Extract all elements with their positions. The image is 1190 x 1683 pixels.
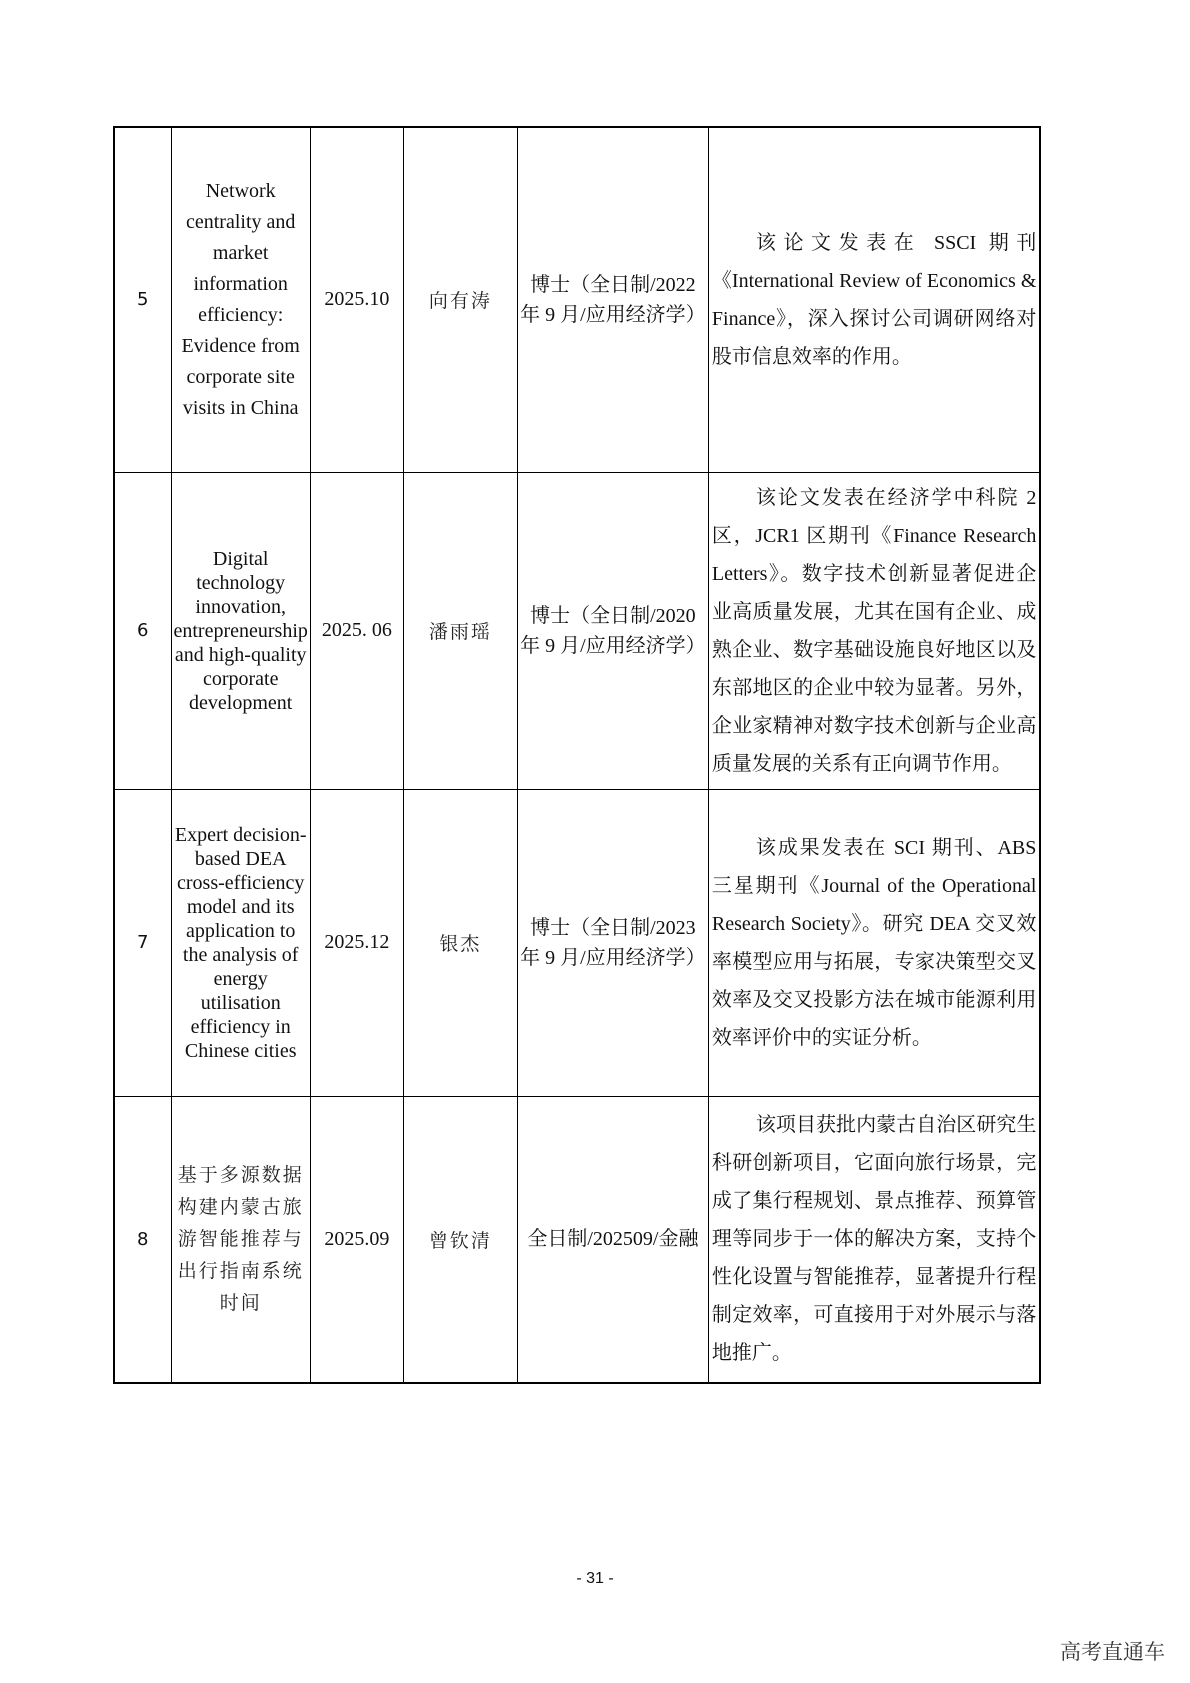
row-number: 5 <box>114 127 171 472</box>
author-name: 银杰 <box>403 789 517 1096</box>
date: 2025.12 <box>310 789 403 1096</box>
author-name: 潘雨瑶 <box>403 472 517 789</box>
date: 2025.10 <box>310 127 403 472</box>
row-number: 6 <box>114 472 171 789</box>
table-row <box>114 1096 1040 1383</box>
page-number: - 31 - <box>576 1570 614 1587</box>
education: 全日制/202509/金融 <box>517 1096 708 1383</box>
table-row <box>114 127 1040 472</box>
row-number: 8 <box>114 1096 171 1383</box>
description: 该成果发表在 SCI 期刊、ABS 三星期刊《Journal of the Operational Research Society》。研究 DEA 交叉效率模型应用与拓展，专家决策型交叉效率及交叉投影方法在城市能源利用效率评价中的实证分析。 <box>708 789 1040 1096</box>
project-title: Digital technology innovation, entrepreneurship and high-quality corporate development <box>171 472 310 789</box>
project-title: Network centrality and market information efficiency: Evidence from corporate site visits in China <box>171 127 310 472</box>
description: 该论文发表在经济学中科院 2 区，JCR1 区期刊《Finance Research Letters》。数字技术创新显著促进企业高质量发展，尤其在国有企业、成熟企业、数字基础设施良好地区以及东部地区的企业中较为显著。另外，企业家精神对数字技术创新与企业高质量发展的关系有正向调节作用。 <box>708 472 1040 789</box>
watermark-text: 高考直通车 <box>1060 1640 1165 1664</box>
records-table <box>113 126 1041 1384</box>
date: 2025. 06 <box>310 472 403 789</box>
date: 2025.09 <box>310 1096 403 1383</box>
education: 博士（全日制/2022 年 9 月/应用经济学） <box>517 127 708 472</box>
author-name: 向有涛 <box>403 127 517 472</box>
description: 该项目获批内蒙古自治区研究生科研创新项目，它面向旅行场景，完成了集行程规划、景点推荐、预算管理等同步于一体的解决方案，支持个性化设置与智能推荐，显著提升行程制定效率，可直接用于对外展示与落地推广。 <box>708 1096 1040 1383</box>
education: 博士（全日制/2020 年 9 月/应用经济学） <box>517 472 708 789</box>
table-row <box>114 789 1040 1096</box>
author-name: 曾钦清 <box>403 1096 517 1383</box>
project-title: Expert decision-based DEA cross-efficiency model and its application to the analysis of energy utilisation efficiency in Chinese cities <box>171 789 310 1096</box>
table-row <box>114 472 1040 789</box>
education: 博士（全日制/2023 年 9 月/应用经济学） <box>517 789 708 1096</box>
project-title: 基于多源数据构建内蒙古旅游智能推荐与出行指南系统时间 <box>171 1096 310 1383</box>
description: 该论文发表在 SSCI 期刊《International Review of Economics & Finance》，深入探讨公司调研网络对股市信息效率的作用。 <box>708 127 1040 472</box>
row-number: 7 <box>114 789 171 1096</box>
